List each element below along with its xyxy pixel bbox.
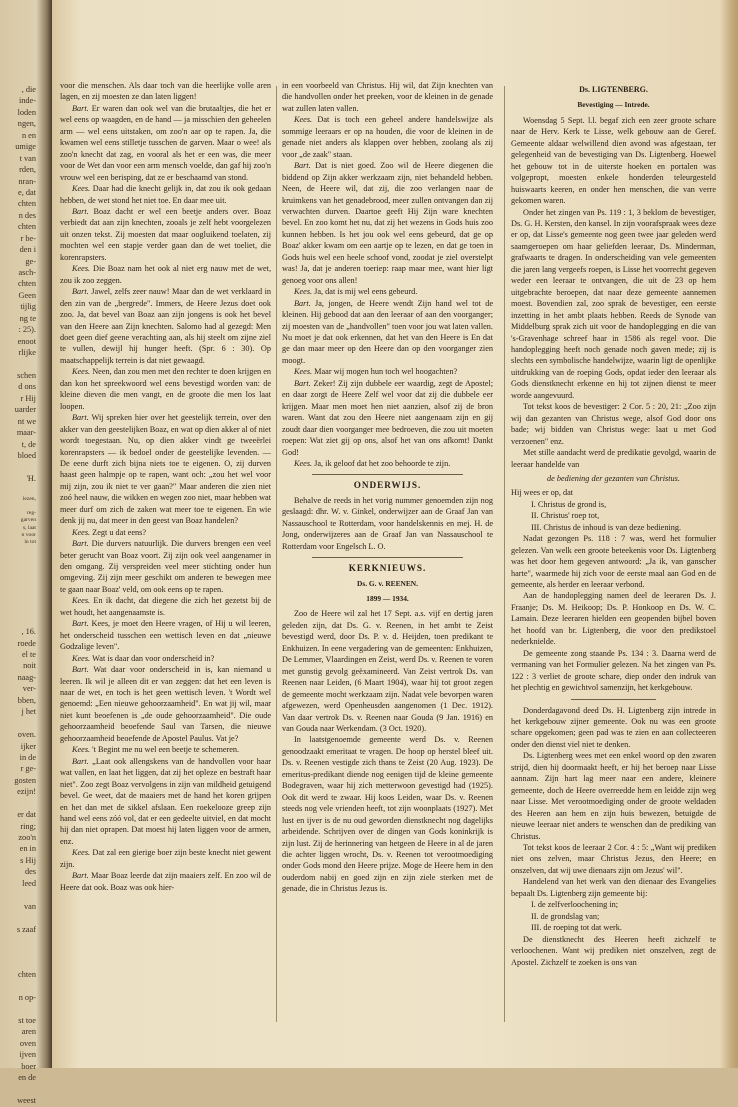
dialogue-paragraph: Bart. Die durvers natuurlijk. Die durvers brengen een veel beter gerucht van Boaz voort. Zij zijn ook veel aangenamer in den omgang. Zij verspreiden veel meer stichting onder hun omgeving. Zij zijn meer geschikt om anderen te bewegen mee te gaan naar Boaz' veld, om ook eens op te rapen. [60,539,271,594]
speaker-name: Bart. [72,206,94,216]
line-fragment: umige [15,142,36,152]
dialogue-paragraph: Bart. „Laat ook allengskens van de handvollen voor haar wat vallen, en laat het liggen, dat zij het opleze en bestraft haar niet". Zoo zegt Boaz vervolgens in zijn van mildheid getuigend bevel. Ge weet, dat de maaiers met de hand het koren grijpen en het dan met de sikkel afslaan. Een roekelooze greep zijn hand wel eens zóó vol, dat er een gedeelte uitviel, en dat mocht hij dan niet oprapen. Dat moest hij laten liggen voor de armen, enz. [60,756,271,846]
dialogue-paragraph: voor die menschen. Als daar toch van die heerlijke volle aren lagen, en zij moesten ze dan laten liggen! [60,81,271,102]
line-fragment: van [24,901,36,911]
line-fragment: bben, [17,695,36,705]
line-fragment [0,558,36,569]
line-fragment [0,718,36,729]
speaker-name: Kees. [72,848,93,858]
line-fragment: ijker [20,741,36,751]
dialogue-paragraph: Kees. Die Boaz nam het ook al niet erg nauw met de wet, zou ik zoo zeggen. [60,264,271,285]
line-fragment [0,603,36,614]
line-fragment: st toe [18,1016,36,1025]
column-2-dialogue [282,80,493,469]
footnote-fragment: garven [20,517,36,524]
article-title: Ds. LIGTENBERG. [579,85,648,94]
kerknieuws-heading: KERKNIEUWS. [348,563,427,574]
dialogue-paragraph: Kees. Ja, dat is mij wel eens gebeurd. [294,287,418,297]
column-3 [511,84,716,1044]
article-paragraph: Met stille aandacht werd de predikatie gevolgd, waarin de leeraar handelde van [511,448,716,469]
line-fragment: ezijn! [17,787,36,797]
line-fragment: ring; [20,821,36,831]
line-fragment: t van [19,153,36,163]
intrede-points [511,899,716,933]
column-rule [504,86,505,1022]
line-fragment: bloed [17,451,36,460]
speaker-name: Bart. [294,161,316,171]
article-paragraph: Handelend van het werk van den dienaar des Evangelies bepaalt Ds. Ligtenberg zijn gemeente bij: [511,877,716,898]
line-fragment: schen [17,370,36,380]
line-fragment: n op- [18,993,36,1003]
line-fragment [0,359,36,370]
separator-rule [312,474,463,475]
line-fragment: ver- [22,684,36,694]
page-edge [720,0,738,1068]
line-fragment: oven [19,1038,36,1048]
onderwijs-heading: ONDERWIJS. [353,480,422,491]
line-fragment: chten [18,199,36,209]
article-paragraph: Woensdag 5 Sept. l.l. begaf zich een zeer groote schare naar de Herv. Kerk te Lisse, welk gebouw aan de Geref. Gemeente aldaar welwillend dien avond was afgestaan, ter gelegenheid van de bevestiging van Ds. Ligtenberg. Hoewel het gebouw tot in de uiterste hoeken en portalen was volgepropt, moesten enkele honderden teleurgesteld huiswaarts keeren, en onder hen menschen, die van verre gekomen waren. [511,115,716,206]
line-fragment: den i [19,245,36,255]
line-fragment [0,484,36,495]
speaker-name: Bart. [72,539,92,549]
theme-lead: Hij wees er op, dat [511,488,574,498]
separator-rule [571,699,656,700]
line-fragment: n des [18,210,36,220]
article-intro [511,115,716,470]
separator-rule [312,557,463,558]
speaker-name: Kees. [72,527,93,537]
binding-gutter [0,0,52,1106]
line-fragment: rden, [19,165,36,175]
line-fragment: r be- [20,233,36,243]
line-fragment: t, de [21,439,36,449]
line-fragment: uarder [14,405,36,415]
list-item: III. Christus de inhoud is van deze bediening. [531,522,682,532]
line-fragment: d ons [18,382,36,392]
line-fragment: loden [17,107,36,117]
column-2 [282,80,493,1040]
line-fragment [0,798,36,809]
line-fragment: r ge- [20,764,36,774]
footnote-fragment: s, laat [22,524,36,531]
kerknieuws-body [282,608,493,894]
dialogue-paragraph: in een voorbeeld van Christus. Hij wil, dat Zijn knechten van die handvollen onder het preeken, voor de kleinen in de genade wat zullen laten vallen. [282,81,493,113]
speaker-name: Bart. [72,665,94,675]
line-fragment: en de [18,1073,36,1083]
kerknieuws-years: 1899 — 1934. [366,594,409,604]
line-fragment: s Hij [20,855,36,865]
dialogue-paragraph: Bart. Kees, je moet den Heere vragen, of Hij u wil leeren, het onderscheid tusschen een wettisch leven en dat „nieuwe Godzalige leven". [60,619,271,652]
dialogue-paragraph: Kees. Ja, ik geloof dat het zoo behoorde te zijn. [294,458,451,468]
speaker-name: Bart. [72,871,92,881]
line-fragment [0,1084,36,1095]
article-paragraph: Donderdagavond deed Ds. H. Ligtenberg zijn intrede in het kerkgebouw zijner gemeente. Ook nu was een groote schare opgekomen; geen pad was te zien en aan collecteeren onder den dienst viel niet te denken. [511,705,716,749]
intrede-body [511,705,716,900]
line-fragment: , 16. [21,627,36,637]
line-fragment [0,615,36,626]
line-fragment: in de [19,752,36,762]
speaker-name: Kees. [72,745,93,755]
previous-page-column [0,84,36,1107]
speaker-name: Kees. [294,367,315,377]
line-fragment [0,958,36,969]
dialogue-paragraph: Bart. Dat is niet goed. Zoo wil de Heere diegenen die biddend op Zijn akker werkzaam zijn, niet behandeld hebben. Neen, de Heere wil, dat zij, die zoo verlangen naar de kruimkens van het genadebrood, meer zullen ontvangen dan zij verwachten durven. Daartoe geeft Hij Zijn ware knechten bevel. En zoo komt het nu, dat zij het wezens in Gods huis zoo kunnen hebben. Is het jou ook wel eens gebeurd, dat ge op Boaz' akker kwam om een aartje op te lezen, en dat ge toen in Gods huis wel een heele schoof vond, zoodat je ziel overstelpt was! Ja, dat je anderen toeriep: raap maar mee, want hier ligt genoeg voor ons allen! [282,161,493,285]
kerknieuws-subject: Ds. G. v. REENEN. [357,578,418,588]
speaker-name: Kees. [294,458,315,468]
article-paragraph: Nadat gezongen Ps. 118 : 7 was, werd het formulier gelezen. Van welk een groote beteekenis voor Ds. Ligtenberg was het door hem gegeven antwoord: „Ja ik, van ganscher harte", waarmede hij zich voor de eerste maal aan God en de gemeente, als herder en leeraar verbond. [511,534,716,590]
dialogue-paragraph: Bart. Jawel, zelfs zeer nauw! Maar dan de wet verklaard in den zin van de „bergrede". Immers, de Heere Jezus doet ook zoo. Ja, dat bevel van Boaz aan zijn jongens is ook het bevel van den Heere aan Zijn knechten. Salomo had al gezegd: Men doet geen dief geene verachting aan, als hij steelt om zijne ziel te vullen, dewijl hij hunger heeft. (Spr. 6 : 30). Op maatschappelijk terrein is dat niet gewaagd. [60,287,271,365]
dialogue-paragraph: Kees. Zegt u dat eens? [72,527,147,537]
line-fragment: en in [19,844,36,854]
article-paragraph: Aan de handoplegging namen deel de leeraren Ds. J. Fraanje; Ds. M. Heikoop; Ds. P. Honkoop en Ds. W. C. Lamain. Deze leeraren hielden een geopenden bijbel boven het hoofd van br. Ligtenberg, die voor den predikstoel nederknielde. [511,591,716,647]
line-fragment: chten [18,970,36,980]
line-fragment: ng te [19,313,36,323]
dialogue-paragraph: Kees. Daar had die knecht gelijk in, dat zou ik ook gedaan hebben, de wet stond het niet toe. En daar mee uit. [60,184,271,205]
line-fragment: gosten [14,775,36,785]
speaker-name: Kees. [72,596,94,606]
line-fragment: enoot [17,336,36,346]
speaker-name: Bart. [72,413,92,423]
line-fragment [0,592,36,603]
dialogue-paragraph: Kees. 't Begint me nu wel een beetje te schemeren. [72,745,240,755]
line-fragment: s zaaf [16,924,36,934]
line-fragment [0,580,36,591]
line-fragment: boer [21,1061,36,1071]
column-rule [276,86,277,1022]
line-fragment [0,569,36,580]
speaker-name: Bart. [294,378,314,388]
line-fragment: weest [17,1096,36,1106]
line-fragment: inde- [18,96,36,106]
column-1-dialogue [60,80,271,1040]
line-fragment: oven. [17,730,36,740]
footnote-fragment: lezen, [22,495,36,502]
line-fragment [0,935,36,946]
list-item: III. de roeping tot dat werk. [531,923,622,933]
line-fragment: el te [21,650,36,659]
news-paragraph: Zoo de Heere wil zal het 17 Sept. a.s. vijf en dertig jaren geleden zijn, dat Ds. G. v. Reenen, in het ambt te Zeist bevestigd werd, door Ds. P. v. d. Heijden, toen predikant te Enkhuizen. In eene vergadering van de gemeenten: Enkhuizen, De Lemmer, Vlaardingen en Zeist, werd Ds. v. Reenen te voren met gunstig gevolg geëxamineerd. Van Zeist vertrok Ds. van Reenen naar Leiden, (6 Maart 1904), waar hij tot groot zegen de gemeente mocht werkzaam zijn. Nadat vele bevorpen waren afgewezen, werd Openheusden aangenomen (1 Dec. 1912). Van daar vertrok Ds. v. Reenen naar Gouda (9 Jan. 1916) en van Gouda naar Werkendam. (3 Oct. 1920). [282,609,493,734]
line-fragment: aren [21,1027,36,1037]
speaker-name: Kees. [72,367,93,377]
article-paragraph: Onder het zingen van Ps. 119 : 1, 3 beklom de bevestiger, Ds. G. H. Kersten, den kansel. In zijn voorafspraak wees deze er op, dat Lisse's gemeente nog geen twee jaar geleden werd saamgeroepen om haar geliefden leeraar, Ds. Minderman, grafwaarts te dragen. In onderscheiding van vele gemeenten die jaren lang vergeefs roepen, is Lisse het voorrecht gegeven weder een leeraar te ontvangen, die uit de 23 op hem uitgebrachte beroepen, dat naar deze gemeente aannemen moest. Bovendien zal, zoo sprak de bevestiger, een eerste inzetting in het ambt plaats hebben. Reeds de Synode van Middelburg sprak zich uit voor de handoplegging en die van 's-Gravenhage schreef haar in 1586 als regel voor. Die handoplegging heeft noch genade noch gaven mede; zij is slechts een symbolische handelwijze, waarin ligt de openlijke uitdrukking van de roeping Gods, opdat ieder den leeraar als Gods dienstknecht erkenne en hij tot zijnen dienst te meer worde aangevuurd. [511,207,716,400]
line-fragment: naag- [17,672,36,682]
article-paragraph: Tot tekst koos de leeraar 2 Cor. 4 : 5: „Want wij prediken niet ons zelven, maar Christus Jezus, den Heere; en onszelven, dat wij uwe dienaars zijn om Jezus' wil". [511,843,716,875]
closing-text: De dienstknecht des Heeren heeft zichzelf te verloochenen. Want wij prediken niet onszelven, zegt de Apostel. Zichzelf te zoeken is ons van [511,934,716,967]
speaker-name: Bart. [72,287,92,297]
news-paragraph: In laatstgenoemde gemeente werd Ds. v. Reenen genoodzaakt emeritaat te vragen. De hoop op herstel bleef uit. Ds. v. Reenen vestigde zich thans te Zeist (20 Aug. 1923). De emeritus-predikant diende nog eenigen tijd de kleine gemeente Bodegraven, waar hij zich metterwoon gevestigd had (1925). Ook dit werd te zwaar. Hij koos Leiden, waar Ds. v. Reenen steeds nog vele vrienden heeft, tot zijn woonplaats (1927). Met lust en ijver is de nu oud geworden dienstknecht nog dagelijks arbeidende. Schrijven over de dingen van Gods koninkrijk is zijn lust. Zij de herinnering van hetgeen de Heere in al de jaren die achter liggen wrocht, Ds. v. Reenen tot verootmoediging onder Gods mond den Heere prijze. Moge de Heere hem in den ouderdom nabij en goed zijn en zijn ziele sterken met de genade, die in Christus Jezus is. [282,735,493,894]
line-fragment: zoo'n [18,833,36,842]
line-fragment: leed [22,878,36,888]
dialogue-paragraph: Bart. Wij spreken hier over het geestelijk terrein, over den akker van den geestelijken Boaz, en wat op dien akker al of niet wordt toegestaan. Nu, op dien akker vindt ge tweeërlei korenrapsters — ik bedoel onder de geestelijke levenden. — De eene durft zich bijna niets toe te eigenen. O, zij durven haast geen halmpje op te rapen, want och: „zou het wel voor mij zijn, zou ik niet te ver gaan?" Maar anderen die zien niet zoó heel nauw, die wikken en wegen zoo niet, maar hebben wat meer durf om zich de zaken wat meer toe te eigenen. En wie denk jij nu, dat meer in den geest van Boaz handelen? [60,413,271,526]
dialogue-paragraph: Kees. Dat is toch een geheel andere handelswijze als sommige leeraars er op na houden, die voor de kleinen in de genade niet anders als klappen over hebben, zoolang als zij voor „de zaak" staan. [282,115,493,159]
speaker-name: Kees. [294,115,318,125]
article-paragraph: Tot tekst koos de bevestiger: 2 Cor. 5 : 20, 21: „Zoo zijn wij dan gezanten van Christus wege, alsof God door ons bade; wij bidden van Christus wege: laat u met God verzoenen" enz. [511,402,716,446]
line-fragment: Geen [18,290,36,300]
line-fragment: maar- [16,428,36,438]
dialogue-paragraph: Kees. Dat zal een gierige boer zijn beste knecht niet gewent zijn. [60,848,271,869]
footnote-fragment: n voor [21,531,36,538]
line-fragment: nt we [17,416,36,426]
line-fragment: e, dat [18,187,36,197]
dialogue-paragraph: Bart. Er waren dan ook wel van die brutaaltjes, die het er wel eens op waagden, en de hand — ja misschien den geheelen arm — wel eens uitstaken, om zoo'n aar op te rapen. Ja, die kwamen wel eens stilletje tusschen de garven. Maar o wee! als zoo'n knecht dat zag, en vooral als het er een was, die meer voor de Wet dan voor een arm mensch voelde, dan gaf hij zoo'n vrouw wel een berisping, dat ze er beschaamd van stond. [60,103,271,182]
speaker-name: Bart. [72,103,92,113]
article-paragraph: De gemeente zong staande Ps. 134 : 3. Daarna werd de vermaning van het Formulier gelezen. Na het zingen van Ps. 122 : 3 verliet de groote schare, diep onder den indruk van het plechtig en gewichtvol samenzijn, het kerkgebouw. [511,648,716,693]
line-fragment [0,912,36,923]
footnote-fragment: in tot [24,538,36,545]
speaker-name: Bart. [72,619,92,629]
article-paragraph: Ds. Ligtenberg wees met een enkel woord op den zwaren strijd, dien hij doormaakt heeft, er hij het beroep naar Lisse aannam. Zijn hart lag meer naar een andere, kleinere gemeente, doch de Heere overreedde hem en leidde zijn weg naar Lisse. Met verootmoediging onder de groote weldaden des Heeren aan hem en zijn huis bewezen, betuigde de nieuwe leeraar niet anders te wenschen dan de prediking van Christus. [511,751,716,841]
line-fragment: ngen, [17,119,36,129]
speaker-name: Bart. [72,756,93,766]
list-item: I. de zelfverloochening in; [531,900,619,910]
footnote-fragment: reg- [26,510,36,517]
speaker-name: Kees. [72,184,93,194]
dialogue-paragraph: Kees. Wat is daar dan voor onderscheid in? [72,653,215,663]
line-fragment [0,946,36,957]
line-fragment [0,981,36,992]
sermon-points [511,499,716,533]
footnote-fragment [0,503,36,510]
line-fragment [0,461,36,472]
line-fragment: , die [21,85,36,94]
list-item: I. Christus de grond is, [531,499,607,509]
dialogue-paragraph: Bart. Boaz dacht er wel een beetje anders over. Boaz verbiedt dat aan zijn knechten, zooals je zelf hebt voorgelezen uit onzen tekst. Zij moesten dat maar oogluikend toelaten, zij mochten wel een stapje verder gaan dan de wet toeliet, die korenrapsters. [60,206,271,262]
speaker-name: Kees. [72,264,93,274]
line-fragment: n en [21,130,36,140]
line-fragment [0,546,36,557]
dialogue-paragraph: Kees. Maar wij mogen hun toch wel hoogachten? [294,367,458,377]
line-fragment: ge- [25,256,36,266]
line-fragment: des [24,867,36,877]
line-fragment: rlijke [18,348,36,358]
line-fragment [0,1004,36,1015]
line-fragment: er dat [17,810,36,820]
line-fragment: ijven [19,1050,36,1060]
speaker-name: Kees. [72,653,93,663]
line-fragment: noit [23,661,36,671]
dialogue-paragraph: Bart. Wat daar voor onderscheid in is, kan niemand u leeren. Ik wil je alleen dit er van zeggen: dat het een leven is naar de wet, en toch is het geen wettisch leven. 't Wordt wel genoemd: „Een nieuwe gehoorzaamheid". En wat jij wil, maar niet kunt beoefenen is „de oude gehoorzaamheid". Die oude gehoorzaamheid beoefende Saul van Tarsen, die nieuwe gehoorzaamheid beoefende de Apostel Paulus. Vat je? [60,665,271,743]
line-fragment: asch- [18,268,36,277]
line-fragment: r Hij [20,393,36,403]
line-fragment: j het [21,707,36,717]
dialogue-paragraph: Bart. Ja, jongen, de Heere wendt Zijn hand wel tot de kleinen. Hij gebood dat aan den leeraar of aan den voorganger; zij moesten van de „handvollen" toen voor jou wat laten vallen. Nu moet je dat ook erkennen, dat het van den Heere is En dat ge dan maar meer op den Heere dan op den voorganger zien moogt. [282,298,493,365]
newspaper-page [52,0,738,1068]
list-item: II. Christus' roep tot, [531,511,600,521]
line-fragment [0,889,36,900]
line-fragment: nran- [18,176,36,186]
line-fragment: : 25). [18,325,36,335]
line-fragment: 'H. [26,473,36,483]
article-subtitle: Bevestiging — Intrede. [577,100,650,110]
line-fragment: chten [18,222,36,232]
speaker-name: Kees. [294,287,315,297]
line-fragment: chten [18,279,36,289]
dialogue-paragraph: Kees. Neen, dan zou men met den rechter te doen krijgen en dan kon het spreekwoord wel eens bevestigd worden van: de kleine dieven die men vangt, en de groote die men los laat loopen. [60,367,271,411]
onderwijs-text: Behalve de reeds in het vorig nummer genoemden zijn nog geslaagd: dhr. W. v. Ginkel, onderwijzer aan de Graaf Jan van Nassauschool te Rotterdam, voor handelskennis en mej. H. de Jong, onderwijzeres aan de Graaf Jan van Nassauschool te Rotterdam voor Engelsch L. O. [282,495,493,551]
dialogue-paragraph: Bart. Maar Boaz leerde dat zijn maaiers zelf. En zoo wil de Heere dat ook. Boaz was ook hier- [60,871,271,892]
dialogue-paragraph: Bart. Zeker! Zij zijn dubbele eer waardig, zegt de Apostel; en daar zorgt de Heere Zelf wel voor dat zij die dubbele eer krijgen. Maar men moet hen niet aanzien, alsof zij de bron waren. Want dat zou den Heere niet aangenaam zijn en gij zoudt daar dien voorganger mee bedroeven, die zou uit moeten roepen: Wat ziet gij op ons, alsof het van ons afkomt! Dankt God! [282,378,493,457]
sermon-theme: de bediening der gezanten van Christus. [547,473,680,483]
list-item: II. de grondslag van; [531,911,600,921]
dialogue-paragraph: Kees. En ik dacht, dat diegene die zich het gezetst bij de wet houdt, het aangenaamste is. [60,596,271,617]
line-fragment: roede [17,638,36,648]
speaker-name: Bart. [294,298,316,308]
line-fragment: tijlig [20,302,36,312]
article-mid [511,533,716,693]
